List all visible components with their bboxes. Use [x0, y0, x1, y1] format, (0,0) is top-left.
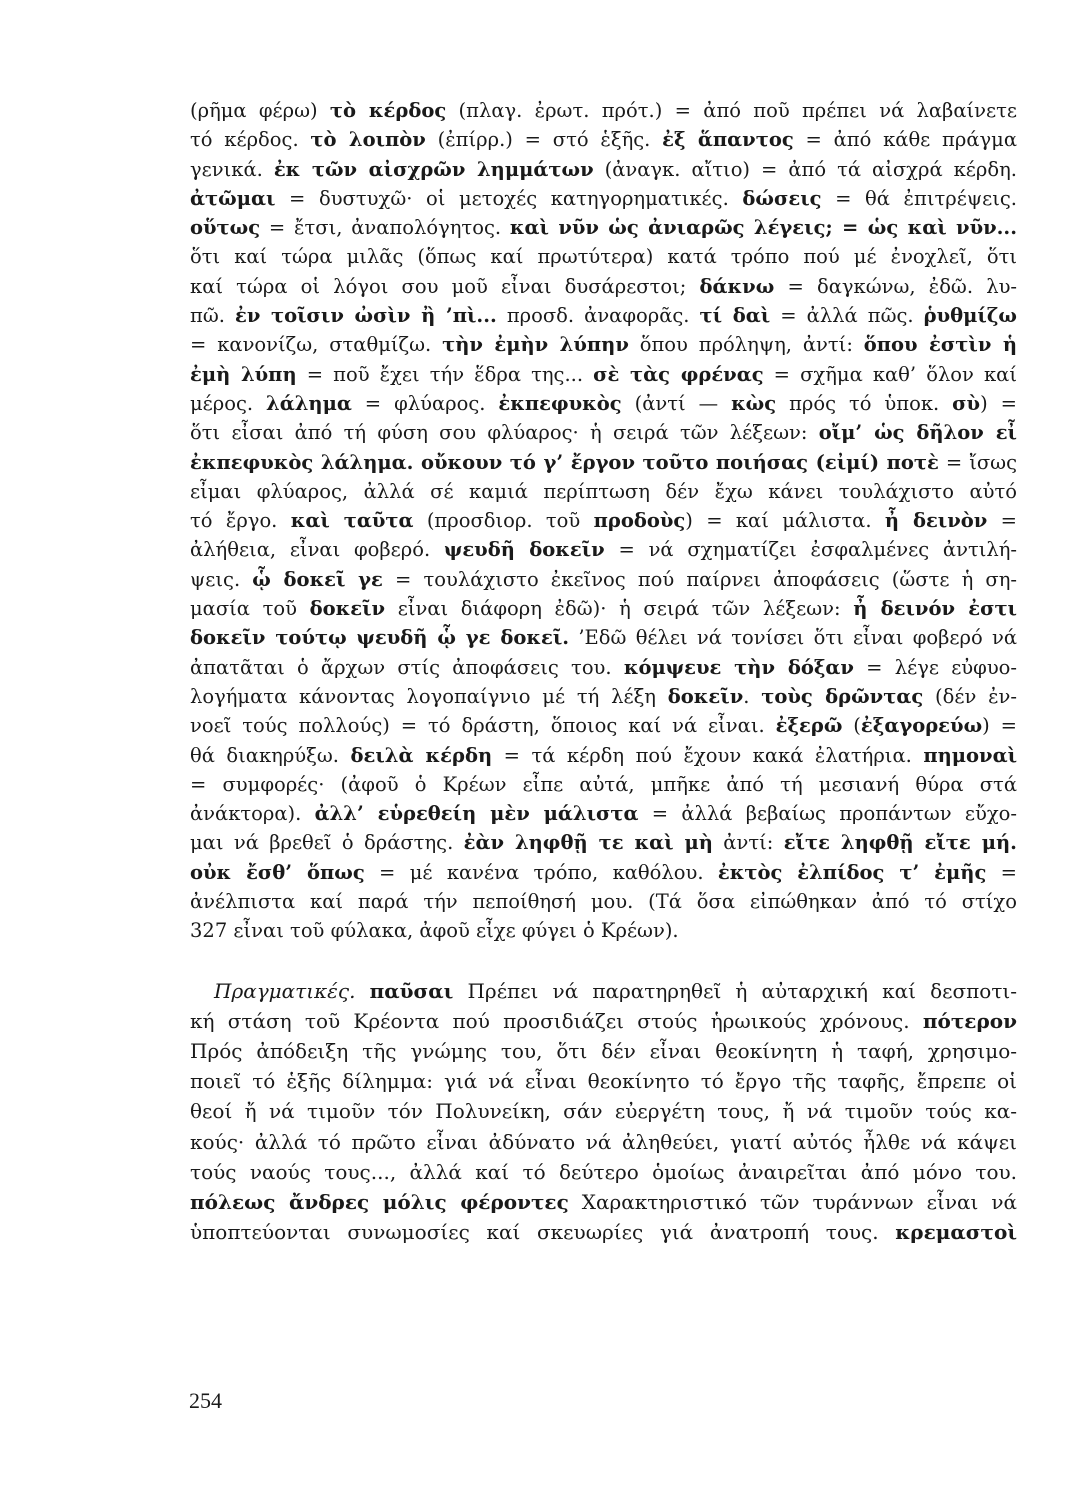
- text-run: = ἀλλά πῶς.: [770, 304, 924, 328]
- text-line: [190, 799, 1017, 828]
- text-line: [190, 506, 1017, 535]
- text-run: κή στάση τοῦ Κρέοντα πού προσιδιάζει στούς ἡρωικούς χρόνους.: [190, 1008, 923, 1033]
- text-run: = τά κέρδη πού ἔχουν κακά ἐλατήρια.: [492, 743, 924, 767]
- bold-term: οὕτως: [190, 216, 261, 240]
- bold-term: τὸ λοιπὸν: [310, 128, 426, 152]
- text-run: λογήματα κάνοντας λογοπαίγνιο μέ τή λέξη: [190, 684, 668, 708]
- text-run: = σχῆμα καθ’ ὅλον καί: [763, 362, 1017, 386]
- bold-term: πότερον: [922, 1008, 1017, 1033]
- text-line: [190, 594, 1017, 623]
- text-run: τό κέρδος.: [190, 128, 311, 152]
- text-run: μαι νά βρεθεῖ ὁ δράστης.: [190, 831, 464, 855]
- bold-term: κόμψευε τὴν δόξαν: [623, 655, 854, 679]
- text-run: ὑποπτεύονται συνωμοσίες καί σκευωρίες γιά ἀνατροπή τους.: [190, 1220, 896, 1245]
- text-run: = ποῦ ἔχει τήν ἕδρα της...: [296, 362, 594, 386]
- text-run: (προσδιορ. τοῦ: [413, 509, 594, 533]
- text-line: [190, 448, 1017, 477]
- text-run: μασία τοῦ: [190, 597, 310, 621]
- text-run: ἀντί:: [712, 831, 784, 855]
- text-run: θεοί ἤ νά τιμοῦν τόν Πολυνείκη, σάν εὐεργέτη τους, ἤ νά τιμοῦν τούς κα-: [190, 1099, 1017, 1124]
- bold-term: παῦσαι: [369, 978, 454, 1003]
- bold-term: ἐξαγορεύω: [860, 714, 983, 738]
- text-run: μέρος.: [190, 391, 267, 415]
- bold-term: τὸ κέρδος: [329, 99, 447, 122]
- text-run: = δυστυχῶ· οἱ μετοχές κατηγορηματικές.: [275, 186, 743, 210]
- text-run: θά διακηρύξω.: [190, 743, 351, 767]
- text-run: τό ἔργο.: [190, 509, 291, 533]
- bold-term: ᾧ δοκεῖ γε: [252, 567, 383, 591]
- bold-term: ἐκπεφυκὸς: [498, 391, 622, 415]
- bold-term: δειλὰ κέρδη: [350, 743, 493, 767]
- bold-term: ἀλλ’ εὑρεθείη μὲν μάλιστα: [314, 802, 639, 826]
- bold-term: ἀτῶμαι: [190, 186, 276, 210]
- text-run: Πρέπει νά παρατηρηθεῖ ἡ αὐταρχική καί δεσποτι-: [453, 978, 1017, 1003]
- text-line: [190, 125, 1017, 154]
- text-run: ὅπου πρόληψη, ἀντί:: [628, 333, 864, 357]
- text-run: ’Εδῶ θέλει νά τονίσει ὅτι εἶναι φοβερό νά: [569, 626, 1017, 650]
- text-run: (ρῆμα φέρω): [190, 99, 330, 122]
- text-line: [190, 1127, 1017, 1157]
- text-run: πρός τό ὑποκ.: [776, 391, 953, 415]
- text-line: [190, 330, 1017, 359]
- bold-term: τὴν ἐμὴν λύπην: [442, 333, 629, 357]
- text-line: [190, 623, 1017, 652]
- text-line: [190, 213, 1017, 242]
- text-run: (ἀντί —: [621, 391, 732, 415]
- text-run: =: [987, 509, 1017, 533]
- text-line: [190, 155, 1017, 184]
- text-line: [190, 1036, 1017, 1066]
- text-line: [190, 184, 1017, 213]
- text-run: = κανονίζω, σταθμίζω.: [190, 333, 443, 357]
- text-run: ὅτι καί τώρα μιλᾶς (ὅπως καί πρωτύτερα) κατά τρόπο πού μέ ἐνοχλεῖ, ὅτι: [190, 245, 1017, 269]
- text-line: [190, 858, 1017, 887]
- text-run: [355, 979, 369, 1003]
- bold-term: ἐκ τῶν αἰσχρῶν λημμάτων: [273, 157, 594, 181]
- bold-term: λάλημα: [266, 391, 352, 415]
- text-run: ) = καί μάλιστα.: [685, 509, 885, 533]
- text-run: (: [842, 714, 861, 738]
- bold-term: καὶ ταῦτα: [290, 509, 414, 533]
- text-line: [190, 1006, 1017, 1036]
- text-run: (πλαγ. ἐρωτ. πρότ.) = ἀπό ποῦ πρέπει νά λαβαίνετε: [446, 99, 1017, 122]
- text-line: [190, 96, 1017, 125]
- text-line: [190, 711, 1017, 740]
- text-run: καί τώρα οἱ λόγοι σου μοῦ εἶναι δυσάρεστοι;: [190, 274, 700, 298]
- text-line: [190, 1187, 1017, 1217]
- text-run: (ἀναγκ. αἴτιο) = ἀπό τά αἰσχρά κέρδη.: [593, 157, 1017, 181]
- text-line: [190, 360, 1017, 389]
- text-run: = τουλάχιστο ἐκεῖνος πού παίρνει ἀποφάσεις (ὥστε ἡ ση-: [382, 567, 1018, 591]
- text-line: [190, 682, 1017, 711]
- bold-term: ἐὰν ληφθῇ τε καὶ μὴ: [463, 831, 713, 855]
- bold-term: ἐξερῶ: [775, 714, 843, 738]
- text-run: = ἴσως: [938, 450, 1018, 474]
- bold-term: προδοὺς: [593, 509, 686, 533]
- bold-term: σὲ τὰς φρένας: [593, 362, 764, 386]
- bold-term: κρεμαστοὶ: [895, 1220, 1017, 1245]
- text-run: ἀπατᾶται ὁ ἄρχων στίς ἀποφάσεις του.: [190, 655, 624, 679]
- text-run: ποιεῖ τό ἑξῆς δίλημμα: γιά νά εἶναι θεοκίνητο τό ἔργο τῆς ταφῆς, ἔπρεπε οἱ: [190, 1069, 1017, 1094]
- text-run: = δαγκώνω, ἐδῶ. λυ-: [774, 274, 1018, 298]
- text-line: [190, 389, 1017, 418]
- bold-term: σὺ: [952, 391, 981, 415]
- text-line: [190, 477, 1017, 506]
- bold-term: δοκεῖν: [667, 684, 744, 708]
- text-line: [190, 976, 1017, 1006]
- text-run: ) =: [982, 714, 1017, 738]
- pragmatikes-paragraph: [190, 976, 1017, 1248]
- text-line: [190, 770, 1017, 799]
- text-run: = θά ἐπιτρέψεις.: [821, 186, 1017, 210]
- bold-term: δοκεῖν: [309, 597, 386, 621]
- page-number: 254: [189, 1388, 222, 1413]
- text-line: [190, 1217, 1017, 1247]
- text-run: = ἀλλά βεβαίως προπάντων εὔχο-: [638, 802, 1017, 826]
- text-line: [190, 741, 1017, 770]
- text-run: ὅτι εἶσαι ἀπό τή φύση σου φλύαρος· ἡ σειρά τῶν λέξεων:: [190, 421, 819, 445]
- text-line: [190, 1096, 1017, 1126]
- text-line: [190, 565, 1017, 594]
- bold-term: ἦ δεινὸν: [884, 509, 988, 533]
- bold-term: τοὺς δρῶντας: [761, 684, 924, 708]
- paragraph-gap: [190, 946, 1017, 976]
- text-line: [190, 828, 1017, 857]
- bold-term: ψευδῆ δοκεῖν: [443, 538, 605, 562]
- text-run: = λέγε εὐφυο-: [853, 655, 1017, 679]
- text-run: Χαρακτηριστικό τῶν τυράννων εἶναι νά: [568, 1189, 1018, 1214]
- bold-term: ἐκπεφυκὸς λάλημα. οὔκουν τό γ’ ἔργον τοῦτο ποιήσας (εἰμί) ποτὲ: [190, 450, 939, 474]
- text-run: (ἐπίρρ.) = στό ἑξῆς.: [425, 128, 663, 152]
- bold-term: τί δαὶ: [699, 304, 771, 328]
- bold-term: οὐκ ἔσθ’ ὅπως: [190, 860, 365, 884]
- text-run: (δέν ἐν-: [923, 684, 1018, 708]
- text-run: ἀλήθεια, εἶναι φοβερό.: [190, 538, 444, 562]
- text-run: = συμφορές· (ἀφοῦ ὁ Κρέων εἶπε αὐτά, μπῆκε ἀπό τή μεσιανή θύρα στά: [190, 772, 1017, 796]
- text-run: νοεῖ τούς πολλούς) = τό δράστη, ὅποιος καί νά εἶναι.: [190, 714, 776, 738]
- bold-term: ἐν τοῖσιν ὠσὶν ἢ ’πὶ...: [234, 304, 497, 328]
- text-line: [190, 916, 1017, 945]
- text-run: πῶ.: [190, 304, 235, 328]
- text-line: [190, 1066, 1017, 1096]
- bold-term: οἴμ’ ὡς δῆλον εἶ: [818, 421, 1017, 445]
- text-line: [190, 653, 1017, 682]
- text-line: [190, 535, 1017, 564]
- bold-term: ἦ δεινόν ἐστι: [853, 597, 1017, 621]
- text-run: προσδ. ἀναφορᾶς.: [496, 304, 700, 328]
- text-run: γενικά.: [190, 157, 274, 181]
- bold-term: δάκνω: [699, 274, 775, 298]
- bold-term: πόλεως ἄνδρες μόλις φέροντες: [190, 1189, 569, 1214]
- text-line: [190, 418, 1017, 447]
- text-run: = μέ κανένα τρόπο, καθόλου.: [364, 860, 718, 884]
- text-run: ) =: [980, 391, 1017, 415]
- bold-term: εἴτε ληφθῇ εἴτε μή.: [783, 831, 1017, 855]
- text-run: =: [986, 860, 1017, 884]
- text-run: ἀνάκτορα).: [190, 802, 315, 826]
- text-run: ἀνέλπιστα καί παρά τήν πεποίθησή μου. (Τά ὅσα εἰπώθηκαν ἀπό τό στίχο: [190, 890, 1017, 914]
- bold-term: ἐξ ἅπαντος: [662, 128, 794, 152]
- text-block: [190, 96, 1017, 1247]
- text-run: εἶμαι φλύαρος, ἀλλά σέ καμιά περίπτωση δέν ἔχω κάνει τουλάχιστο αὐτό: [190, 479, 1017, 503]
- text-run: = ἔτσι, ἀναπολόγητος.: [260, 216, 510, 240]
- bold-term: πημοναὶ: [923, 743, 1018, 767]
- text-run: = φλύαρος.: [351, 391, 499, 415]
- text-line: [190, 242, 1017, 271]
- text-line: [190, 301, 1017, 330]
- text-line: [190, 272, 1017, 301]
- text-run: τούς ναούς τους..., ἀλλά καί τό δεύτερο ὁμοίως ἀναιρεῖται ἀπό μόνο του.: [190, 1159, 1017, 1184]
- text-run: = νά σχηματίζει ἐσφαλμένες ἀντιλή-: [604, 538, 1018, 562]
- text-line: [190, 887, 1017, 916]
- text-run: κούς· ἀλλά τό πρῶτο εἶναι ἀδύνατο νά ἀληθεύει, γιατί αὐτός ἦλθε νά κάψει: [190, 1129, 1017, 1154]
- bold-term: δώσεις: [742, 186, 822, 210]
- bold-term: καὶ νῦν ὡς ἀνιαρῶς λέγεις; = ὡς καὶ νῦν...: [509, 216, 1017, 240]
- bold-term: ὅπου ἐστὶν ἡ: [863, 333, 1018, 357]
- text-line: [190, 1157, 1017, 1187]
- bold-term: ἐμὴ λύπη: [190, 362, 297, 386]
- text-run: .: [743, 684, 762, 708]
- text-run: 327 εἶναι τοῦ φύλακα, ἀφοῦ εἶχε φύγει ὁ Κρέων).: [190, 919, 679, 943]
- bold-term: δοκεῖν τούτῳ ψευδῆ ᾧ γε δοκεῖ.: [190, 626, 570, 650]
- text-run: ψεις.: [190, 567, 253, 591]
- section-heading: Πραγματικές.: [214, 978, 356, 1003]
- bold-term: ἐκτὸς ἐλπίδος τ’ ἐμῆς: [717, 860, 987, 884]
- text-run: Πρός ἀπόδειξη τῆς γνώμης του, ὅτι δέν εἶναι θεοκίνητη ἡ ταφή, χρησιμο-: [190, 1038, 1017, 1063]
- text-run: εἶναι διάφορη ἐδῶ)· ἡ σειρά τῶν λέξεων:: [385, 597, 854, 621]
- commentary-paragraph: [190, 96, 1017, 946]
- bold-term: κὼς: [731, 391, 777, 415]
- text-run: = ἀπό κάθε πράγμα: [793, 128, 1017, 152]
- bold-term: ῥυθμίζω: [923, 304, 1017, 328]
